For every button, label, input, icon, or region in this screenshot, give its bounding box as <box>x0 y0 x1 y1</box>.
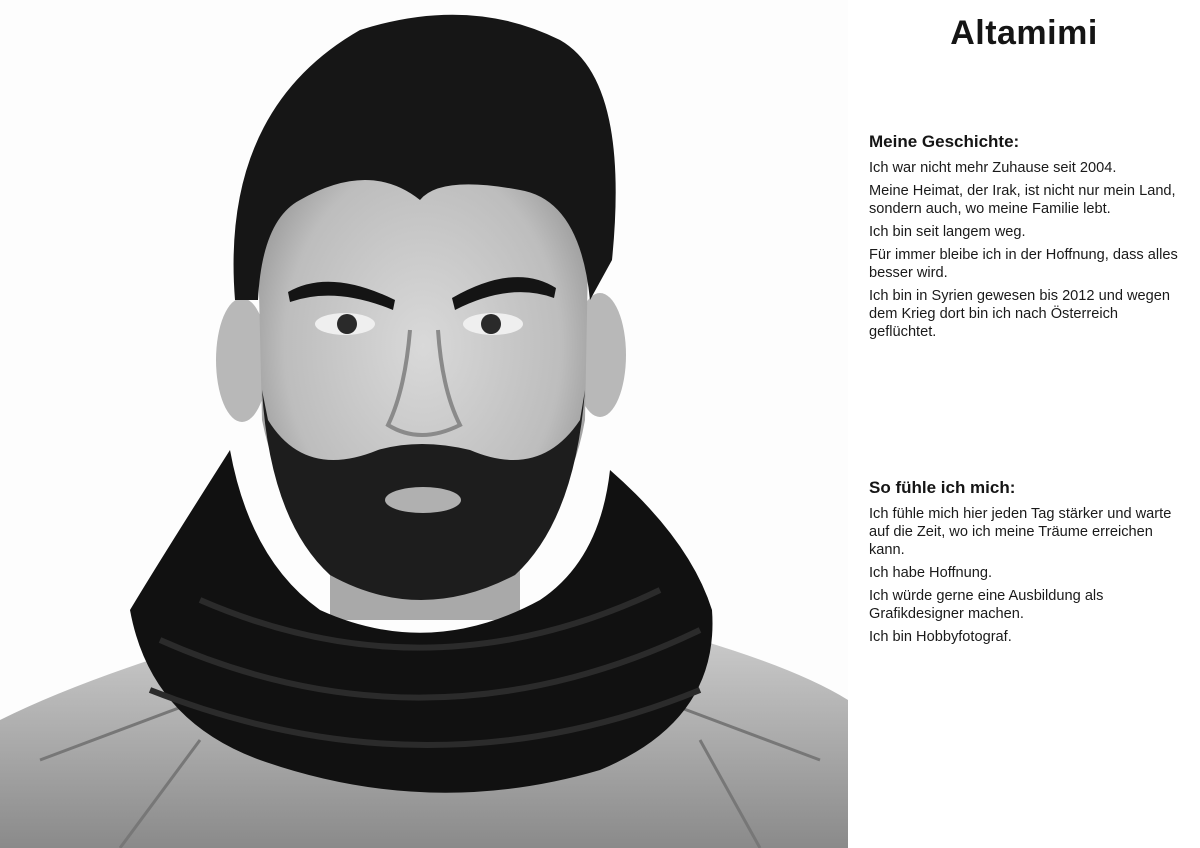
feelings-section <box>869 478 1189 651</box>
story-line: Ich bin seit langem weg. <box>869 224 1026 240</box>
story-line: Für immer bleibe ich in der Hoffnung, dass alles besser wird. <box>869 247 1178 281</box>
story-section <box>869 132 1189 346</box>
feelings-line: Ich bin Hobbyfotograf. <box>869 629 1012 645</box>
feelings-line: Ich würde gerne eine Ausbildung als Grafikdesigner machen. <box>869 588 1104 622</box>
feelings-line: Ich habe Hoffnung. <box>869 565 993 581</box>
person-name: Altamimi <box>950 14 1098 52</box>
feelings-line: Ich fühle mich hier jeden Tag stärker und warte auf die Zeit, wo ich meine Träume erreichen kann. <box>869 506 1172 558</box>
story-line: Meine Heimat, der Irak, ist nicht nur mein Land, sondern auch, wo meine Familie lebt. <box>869 183 1176 217</box>
story-line: Ich bin in Syrien gewesen bis 2012 und wegen dem Krieg dort bin ich nach Österreich geflüchtet. <box>869 288 1170 340</box>
feelings-heading: So fühle ich mich: <box>869 478 1016 497</box>
story-line: Ich war nicht mehr Zuhause seit 2004. <box>869 160 1117 176</box>
story-heading: Meine Geschichte: <box>869 132 1020 151</box>
